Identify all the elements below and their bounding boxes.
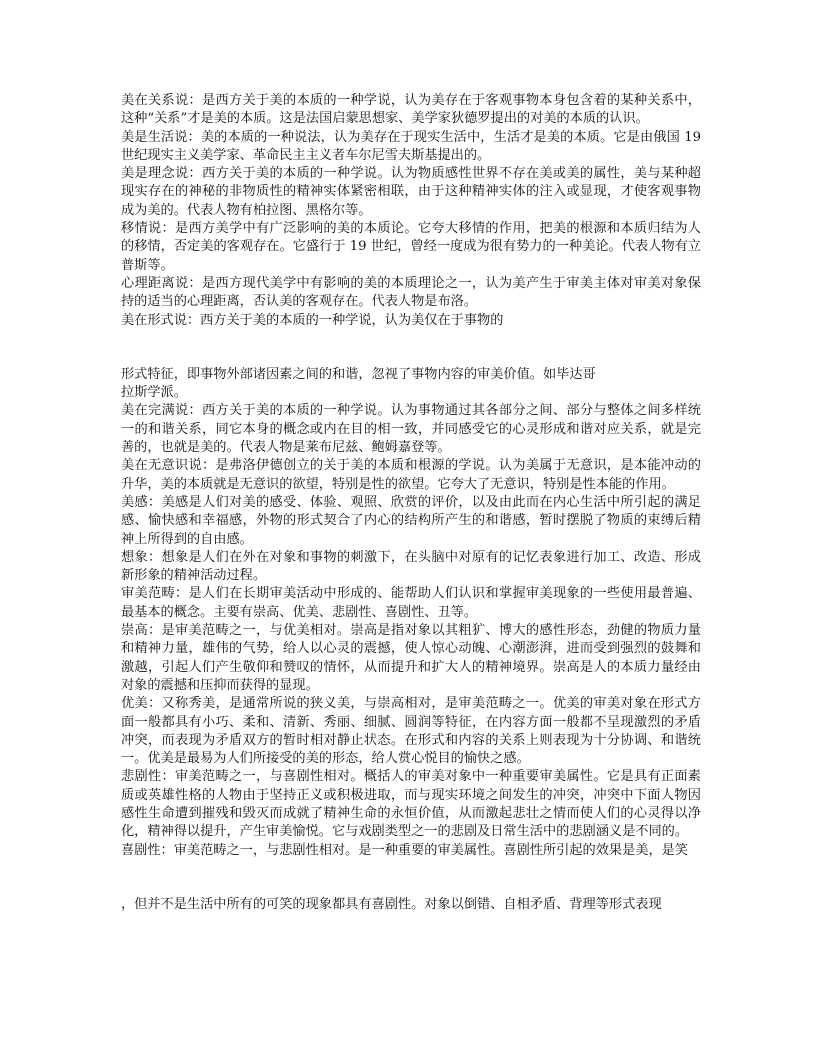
paragraph-aesthetic-sense: 美感：美感是人们对美的感受、体验、观照、欣赏的评价，以及由此而在内心生活中所引起的满足感、愉快感和幸福感，外物的形式契合了内心的结构所产生的和谐感，暂时摆脱了物质的束缚后精神上所得到的自由感。 xyxy=(121,494,701,547)
paragraph-beauty-is-idea: 美是理念说：西方关于美的本质的一种学说。认为物质感性世界不存在美或美的属性，美与某种超现实存在的神秘的非物质性的精神实体紧密相联，由于这种精神实体的注入或显现，才使客观事物成为美的。代表人物有柏拉图、黑格尔等。 xyxy=(121,166,701,218)
paragraph-gap xyxy=(121,330,701,366)
paragraph-tragic: 悲剧性：审美范畴之一，与喜剧性相对。概括人的审美对象中一种重要审美属性。它是具有正面素质或英雄性格的人物由于坚持正义或积极进取，而与现实环境之间发生的冲突，冲突中下面人物因感性生命遭到摧残和毁灭而成就了精神生命的永恒价值，从而激起悲壮之情而使人们的心灵得以净化，精神得以提升，产生审美愉悦。它与戏剧类型之一的悲剧及日常生活中的悲剧涵义是不同的。 xyxy=(121,769,701,840)
paragraph-gap xyxy=(121,860,701,896)
paragraph-aesthetic-category: 审美范畴：是人们在长期审美活动中形成的、能帮助人们认识和掌握审美现象的一些使用最普遍、最基本的概念。主要有崇高、优美、悲剧性、喜剧性、丑等。 xyxy=(121,586,701,620)
paragraph-grace: 优美：又称秀美，是通常所说的狭义美，与崇高相对，是审美范畴之一。优美的审美对象在形式方面一般都具有小巧、柔和、清新、秀丽、细腻、圆润等特征，在内容方面一般都不呈现激烈的矛盾冲突，而表现为矛盾双方的暂时相对静止状态。在形式和内容的关系上则表现为十分协调、和谐统一。优美是最易为人们所接受的美的形态，给人赏心悦目的愉快之感。 xyxy=(121,696,701,767)
paragraph-empathy-theory: 移情说：是西方美学中有广泛影响的美的本质论。它夸大移情的作用，把美的根源和本质归结为人的移情，否定美的客观存在。它盛行于 19 世纪，曾经一度成为很有势力的一种美论。代表人物有立普斯等。 xyxy=(121,221,701,273)
document-page xyxy=(121,92,701,914)
paragraph-comic: 喜剧性：审美范畴之一，与悲剧性相对。是一种重要的审美属性。喜剧性所引起的效果是美，是笑 xyxy=(121,842,689,858)
paragraph-form-continued: 形式特征，即事物外部诸因素之间的和谐，忽视了事物内容的审美价值。如毕达哥 xyxy=(121,366,596,382)
paragraph-beauty-in-unconscious: 美在无意识说：是弗洛伊德创立的关于美的本质和根源的学说。认为美属于无意识，是本能冲动的升华，美的本质就是无意识的欲望，特别是性的欲望。它夸大了无意识，特别是性本能的作用。 xyxy=(121,458,701,492)
paragraph-sublime: 崇高：是审美范畴之一，与优美相对。崇高是指对象以其粗犷、博大的感性形态，劲健的物质力量和精神力量，雄伟的气势，给人以心灵的震撼，使人惊心动魄、心潮澎湃，进而受到强烈的鼓舞和激越，引起人们产生敬仰和赞叹的情怀，从而提升和扩大人的精神境界。崇高是人的本质力量经由对象的震撼和压抑而获得的显现。 xyxy=(121,623,701,693)
paragraph-psychical-distance: 心理距离说：是西方现代美学中有影响的美的本质理论之一，认为美产生于审美主体对审美对象保持的适当的心理距离，否认美的客观存在。代表人物是布洛。 xyxy=(121,275,701,310)
paragraph-comic-continued: ，但并不是生活中所有的可笑的现象都具有喜剧性。对象以倒错、自相矛盾、背理等形式表现 xyxy=(121,896,662,912)
paragraph-beauty-in-relation: 美在关系说：是西方关于美的本质的一种学说，认为美存在于客观事物本身包含着的某种关系中，这种“关系”才是美的本质。这是法国启蒙思想家、美学家狄德罗提出的对美的本质的认识。 xyxy=(121,93,701,127)
paragraph-beauty-in-form: 美在形式说：西方关于美的本质的一种学说，认为美仅在于事物的 xyxy=(121,312,504,328)
paragraph-imagination: 想象：想象是人们在外在对象和事物的刺激下，在头脑中对原有的记忆表象进行加工、改造、形成新形象的精神活动过程。 xyxy=(121,549,701,584)
paragraph-pythagoreans: 拉斯学派。 xyxy=(121,385,187,401)
paragraph-beauty-is-life: 美是生活说：美的本质的一种说法，认为美存在于现实生活中，生活才是美的本质。它是由俄国 19 世纪现实主义美学家、革命民主主义者车尔尼雪夫斯基提出的。 xyxy=(121,129,701,163)
paragraph-beauty-in-perfection: 美在完满说：西方关于美的本质的一种学说。认为事物通过其各部分之间、部分与整体之间多样统一的和谐关系，同它本身的概念或内在目的相一致，并同感受它的心灵形成和谐对应关系，就是完善的，也就是美的。代表人物是莱布尼兹、鲍姆嘉登等。 xyxy=(121,403,701,456)
